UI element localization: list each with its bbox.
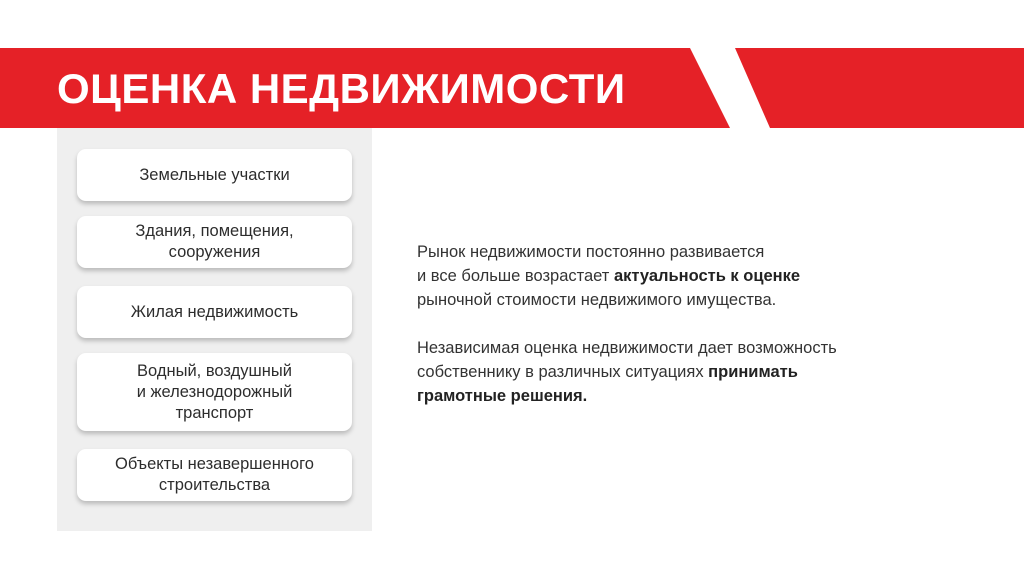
description-text bbox=[417, 240, 957, 432]
category-label: Жилая недвижимость bbox=[130, 302, 299, 321]
description-paragraph-1: Рынок недвижимости постоянно развивается и все больше возрастает актуальность к оценке рыночной стоимости недвижимого имущества. bbox=[417, 243, 801, 309]
category-card-transport[interactable] bbox=[77, 353, 352, 431]
right-banner-stripe bbox=[735, 48, 1024, 128]
page-title: ОЦЕНКА НЕДВИЖИМОСТИ bbox=[57, 65, 626, 112]
category-label: Здания, помещения, сооружения bbox=[135, 222, 294, 261]
category-label: Водный, воздушный и железнодорожный транспорт bbox=[136, 361, 293, 422]
category-label: Земельные участки bbox=[139, 165, 290, 184]
category-label: Объекты незавершенного строительства bbox=[115, 455, 314, 494]
category-card-unfinished-construction[interactable] bbox=[77, 449, 352, 501]
category-card-buildings[interactable] bbox=[77, 216, 352, 268]
category-card-land[interactable] bbox=[77, 149, 352, 201]
category-card-residential[interactable] bbox=[77, 286, 352, 338]
description-paragraph-2: Независимая оценка недвижимости дает возможность собственнику в различных ситуациях принимать грамотные решения. bbox=[417, 339, 837, 405]
